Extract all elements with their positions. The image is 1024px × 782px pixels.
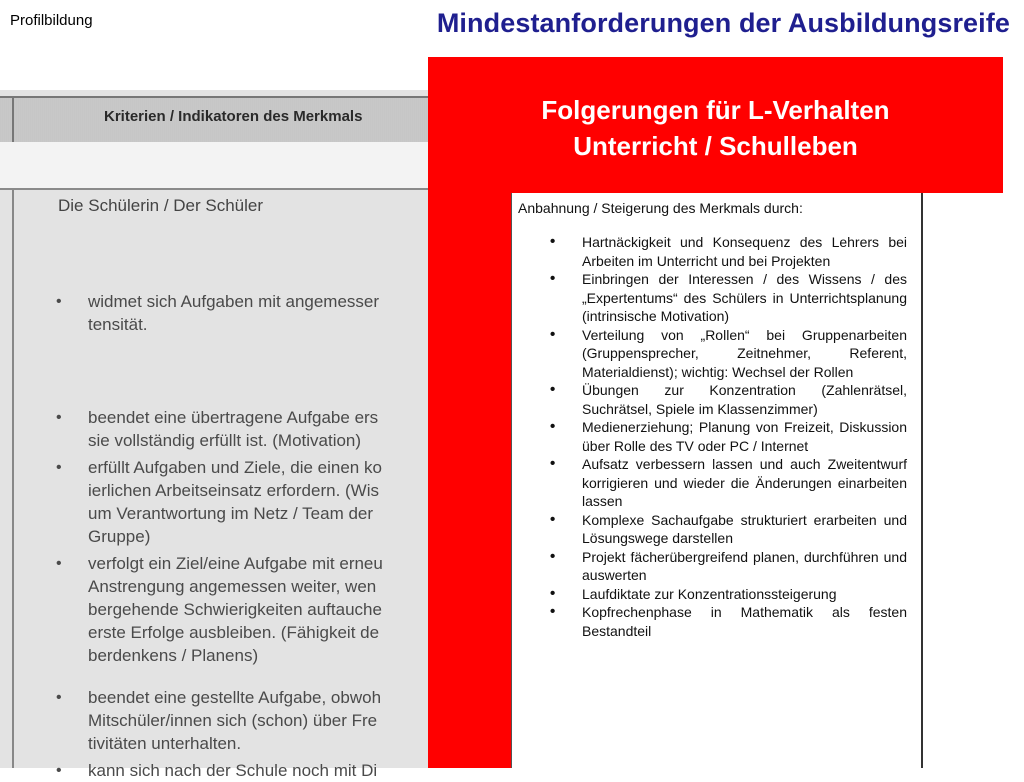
- measure-item: • Aufsatz verbessern lassen und auch Zweitentwurf korrigieren und wieder die Änderungen einarbeiten lassen: [512, 455, 917, 511]
- criteria-line: sie vollständig erfüllt ist. (Motivation): [88, 431, 362, 450]
- measure-item: • Hartnäckigkeit und Konsequenz des Lehrers bei Arbeiten im Unterricht und bei Projekten: [512, 233, 917, 270]
- criteria-line: Gruppe): [88, 527, 151, 546]
- measure-item: • Kopfrechenphase in Mathematik als festen Bestandteil: [512, 603, 917, 640]
- header-gap: [0, 142, 430, 190]
- criteria-line: um Verantwortung im Netz / Team der: [88, 504, 374, 523]
- criteria-line: ierlichen Arbeitseinsatz erfordern. (Wis: [88, 481, 380, 500]
- criteria-line: Mitschüler/innen sich (schon) über Fre: [88, 711, 378, 730]
- criteria-item: [0, 406, 430, 452]
- criteria-line: bergehende Schwierigkeiten auftauche: [88, 600, 382, 619]
- criteria-line: erste Erfolge ausbleiben. (Fähigkeit de: [88, 623, 380, 642]
- criteria-line: • verfolgt ein Ziel/eine Aufgabe mit erneu: [88, 554, 383, 573]
- criteria-line: tivitäten unterhalten.: [88, 734, 242, 753]
- criteria-line: tensität.: [88, 315, 148, 334]
- measure-item: • Laufdiktate zur Konzentrationssteigerung: [512, 585, 917, 604]
- criteria-line: • erfüllt Aufgaben und Ziele, die einen ko: [88, 458, 382, 477]
- criteria-item: [0, 456, 430, 548]
- right-scanned-document: [511, 193, 923, 768]
- column-header: Kriterien / Indikatoren des Merkmals: [104, 108, 363, 125]
- criteria-item: [0, 552, 430, 667]
- criteria-item: [0, 686, 430, 755]
- criteria-group-2: [0, 406, 430, 667]
- criteria-line: Anstrengung angemessen weiter, wen: [88, 577, 377, 596]
- red-panel-title: [428, 92, 1003, 164]
- measure-item: • Komplexe Sachaufgabe strukturiert erarbeiten und Lösungswege darstellen: [512, 511, 917, 548]
- slide-title: Mindestanforderungen der Ausbildungsreife: [436, 8, 1010, 38]
- measures-intro: Anbahnung / Steigerung des Merkmals durch:: [518, 200, 803, 216]
- measure-item: • Projekt fächerübergreifend planen, durchführen und auswerten: [512, 548, 917, 585]
- red-side-strip: [428, 190, 511, 768]
- red-title-line-1: Folgerungen für L-Verhalten: [541, 95, 890, 125]
- red-title-line-2: Unterricht / Schulleben: [573, 131, 858, 161]
- criteria-item: [0, 290, 430, 336]
- header-divider: [12, 98, 14, 142]
- measure-item: • Verteilung von „Rollen“ bei Gruppenarbeiten (Gruppensprecher, Zeitnehmer, Referent, Materialdienst); wichtig: Wechsel der Rollen: [512, 326, 917, 382]
- left-scanned-document: [0, 90, 430, 780]
- measure-item: • Übungen zur Konzentration (Zahlenrätsel, Suchrätsel, Spiele im Klassenzimmer): [512, 381, 917, 418]
- measures-list: [512, 233, 917, 640]
- criteria-line: • beendet eine übertragene Aufgabe ers: [88, 408, 379, 427]
- criteria-group-3: [0, 686, 430, 782]
- measure-item: • Medienerziehung; Planung von Freizeit, Diskussion über Rolle des TV oder PC / Internet: [512, 418, 917, 455]
- criteria-line: • beendet eine gestellte Aufgabe, obwoh: [88, 688, 382, 707]
- criteria-item: [0, 759, 430, 782]
- criteria-line: berdenkens / Planens): [88, 646, 259, 665]
- subject-label: Die Schülerin / Der Schüler: [58, 196, 264, 215]
- measure-item: • Einbringen der Interessen / des Wissens / des „Expertentums“ des Schülers in Unterrichtsplanung (intrinsische Motivation): [512, 270, 917, 326]
- corner-label: Profilbildung: [10, 12, 93, 29]
- criteria-group-1: [0, 290, 430, 336]
- criteria-line: • kann sich nach der Schule noch mit Di: [88, 761, 378, 780]
- criteria-line: • widmet sich Aufgaben mit angemesser: [88, 292, 380, 311]
